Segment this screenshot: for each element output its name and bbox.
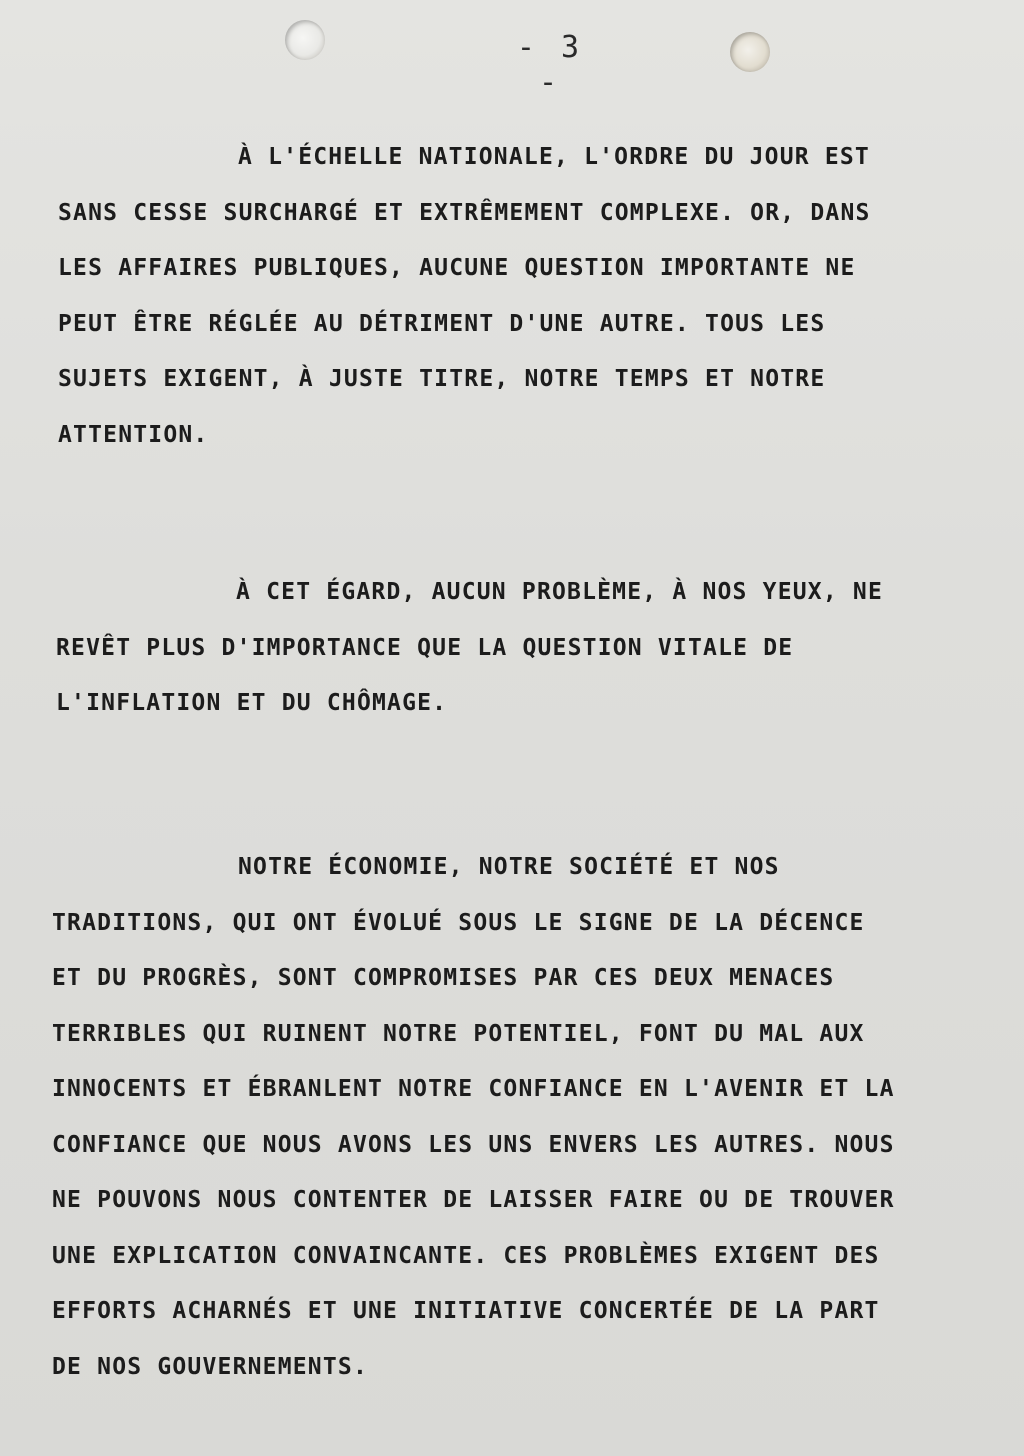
paragraph-3	[52, 840, 1002, 1395]
paragraph-line: SANS CESSE SURCHARGÉ ET EXTRÊMEMENT COMPLEXE. OR, DANS	[58, 199, 871, 226]
paragraph-line: NOTRE ÉCONOMIE, NOTRE SOCIÉTÉ ET NOS	[238, 854, 780, 880]
paragraph-line: UNE EXPLICATION CONVAINCANTE. CES PROBLÈMES EXIGENT DES	[52, 1242, 880, 1269]
paragraph-line: NE POUVONS NOUS CONTENTER DE LAISSER FAIRE OU DE TROUVER	[52, 1187, 895, 1213]
paragraph-line: ET DU PROGRÈS, SONT COMPROMISES PAR CES DEUX MENACES	[52, 965, 835, 991]
paragraph-line: SUJETS EXIGENT, À JUSTE TITRE, NOTRE TEMPS ET NOTRE	[58, 366, 826, 392]
paragraph-line: TRADITIONS, QUI ONT ÉVOLUÉ SOUS LE SIGNE DE LA DÉCENCE	[52, 909, 865, 936]
paragraph-2	[56, 565, 1006, 732]
paragraph-line: PEUT ÊTRE RÉGLÉE AU DÉTRIMENT D'UNE AUTRE. TOUS LES	[58, 310, 826, 337]
page-number: - 3 -	[516, 30, 584, 100]
paragraph-line: INNOCENTS ET ÉBRANLENT NOTRE CONFIANCE EN L'AVENIR ET LA	[52, 1076, 895, 1102]
paragraph-line: TERRIBLES QUI RUINENT NOTRE POTENTIEL, FONT DU MAL AUX	[52, 1020, 865, 1047]
punch-hole-right	[730, 32, 770, 72]
paragraph-1	[58, 130, 1008, 463]
punch-hole-left	[285, 20, 325, 60]
paragraph-line: DE NOS GOUVERNEMENTS.	[52, 1353, 368, 1380]
paragraph-line: CONFIANCE QUE NOUS AVONS LES UNS ENVERS LES AUTRES. NOUS	[52, 1131, 895, 1158]
paragraph-line: À CET ÉGARD, AUCUN PROBLÈME, À NOS YEUX, NE	[236, 579, 884, 605]
paragraph-line: L'INFLATION ET DU CHÔMAGE.	[56, 690, 448, 716]
paragraph-line: À L'ÉCHELLE NATIONALE, L'ORDRE DU JOUR EST	[238, 144, 870, 170]
paragraph-line: EFFORTS ACHARNÉS ET UNE INITIATIVE CONCERTÉE DE LA PART	[52, 1298, 880, 1324]
paragraph-line: REVÊT PLUS D'IMPORTANCE QUE LA QUESTION VITALE DE	[56, 634, 794, 661]
paragraph-line: ATTENTION.	[58, 421, 209, 448]
paragraph-line: LES AFFAIRES PUBLIQUES, AUCUNE QUESTION IMPORTANTE NE	[58, 255, 856, 281]
